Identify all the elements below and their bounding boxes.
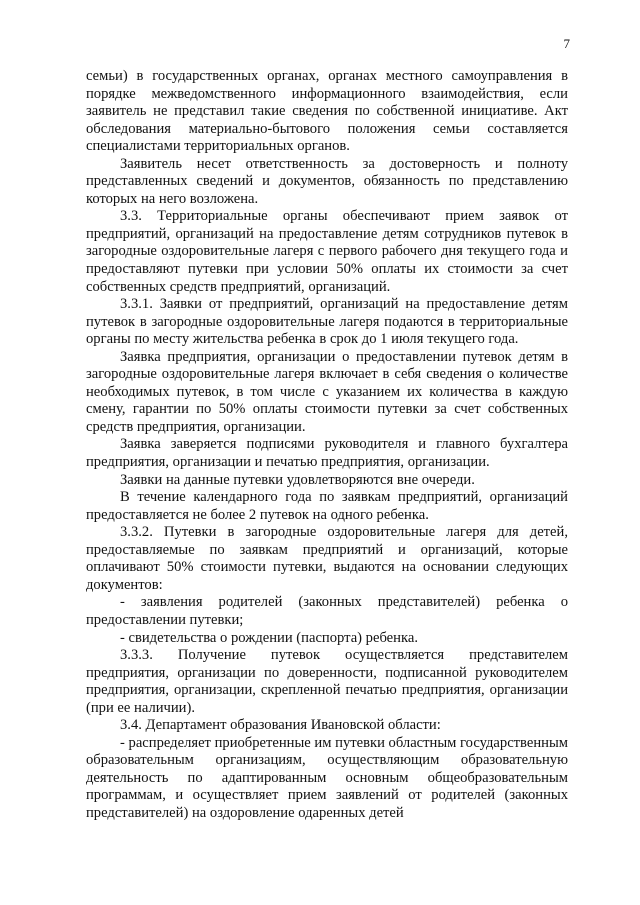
- paragraph-continuation: семьи) в государственных органах, органах местного самоуправления в порядке межведомственного информационного взаимодействия, если заявитель не представил такие сведения по собственной инициативе. Акт обследования материально-бытового положения семьи составляется специалистами территориальных органов.: [86, 68, 568, 155]
- paragraph-application-content: Заявка предприятия, организации о предоставлении путевок детям в загородные оздоровительные лагеря включает в себя сведения о количестве необходимых путевок, в том числе с указанием их количества в каждую смену, гарантии по 50% оплаты стоимости путевки за счет собственных средств предприятия, организации.: [86, 348, 568, 435]
- paragraph-section-3-4: 3.4. Департамент образования Ивановской области:: [120, 717, 441, 734]
- paragraph-applicant-responsibility: Заявитель несет ответственность за достоверность и полноту представленных сведений и документов, обязанность по представлению которых на него возложена.: [86, 155, 568, 207]
- paragraph-section-3-3-1: 3.3.1. Заявки от предприятий, организаций на предоставление детям путевок в загородные оздоровительные лагеря подаются в территориальные органы по месту жительства ребенка в срок до 1 июля текущего года.: [86, 296, 568, 348]
- list-item-parent-statement: - заявления родителей (законных представителей) ребенка о предоставлении путевки;: [86, 594, 568, 628]
- paragraph-limit-per-child: В течение календарного года по заявкам предприятий, организаций предоставляется не более 2 путевок на одного ребенка.: [86, 489, 568, 523]
- paragraph-section-3-3-2: 3.3.2. Путевки в загородные оздоровительные лагеря для детей, предоставляемые по заявкам предприятий и организаций, которые оплачивают 50% стоимости путевки, выдаются на основании следующих документов:: [86, 524, 568, 593]
- paragraph-section-3-3: 3.3. Территориальные органы обеспечивают прием заявок от предприятий, организаций на предоставление детям сотрудников путевок в загородные оздоровительные лагеря с первого рабочего дня текущего года и предоставляют путевки при условии 50% оплаты их стоимости за счет собственных средств предприятий, организаций.: [86, 208, 568, 295]
- paragraph-section-3-3-3: 3.3.3. Получение путевок осуществляется представителем предприятия, организации по доверенности, подписанной руководителем предприятия, организации, скрепленной печатью предприятия, организации (при ее наличии).: [86, 647, 568, 716]
- paragraph-out-of-turn: Заявки на данные путевки удовлетворяются вне очереди.: [120, 471, 475, 488]
- list-item-department-distribution: - распределяет приобретенные им путевки областным государственным образовательным организациям, осуществляющим образовательную деятельность по адаптированным основным общеобразовательным программам, и осуществляет прием заявлений от родителей (законных представителей) на оздоровление одаренных детей: [86, 734, 568, 821]
- page-number: 7: [563, 36, 570, 51]
- list-item-birth-certificate: - свидетельства о рождении (паспорта) ребенка.: [120, 629, 418, 646]
- document-body: [86, 68, 568, 823]
- paragraph-application-signatures: Заявка заверяется подписями руководителя и главного бухгалтера предприятия, организации и печатью предприятия, организации.: [86, 436, 568, 471]
